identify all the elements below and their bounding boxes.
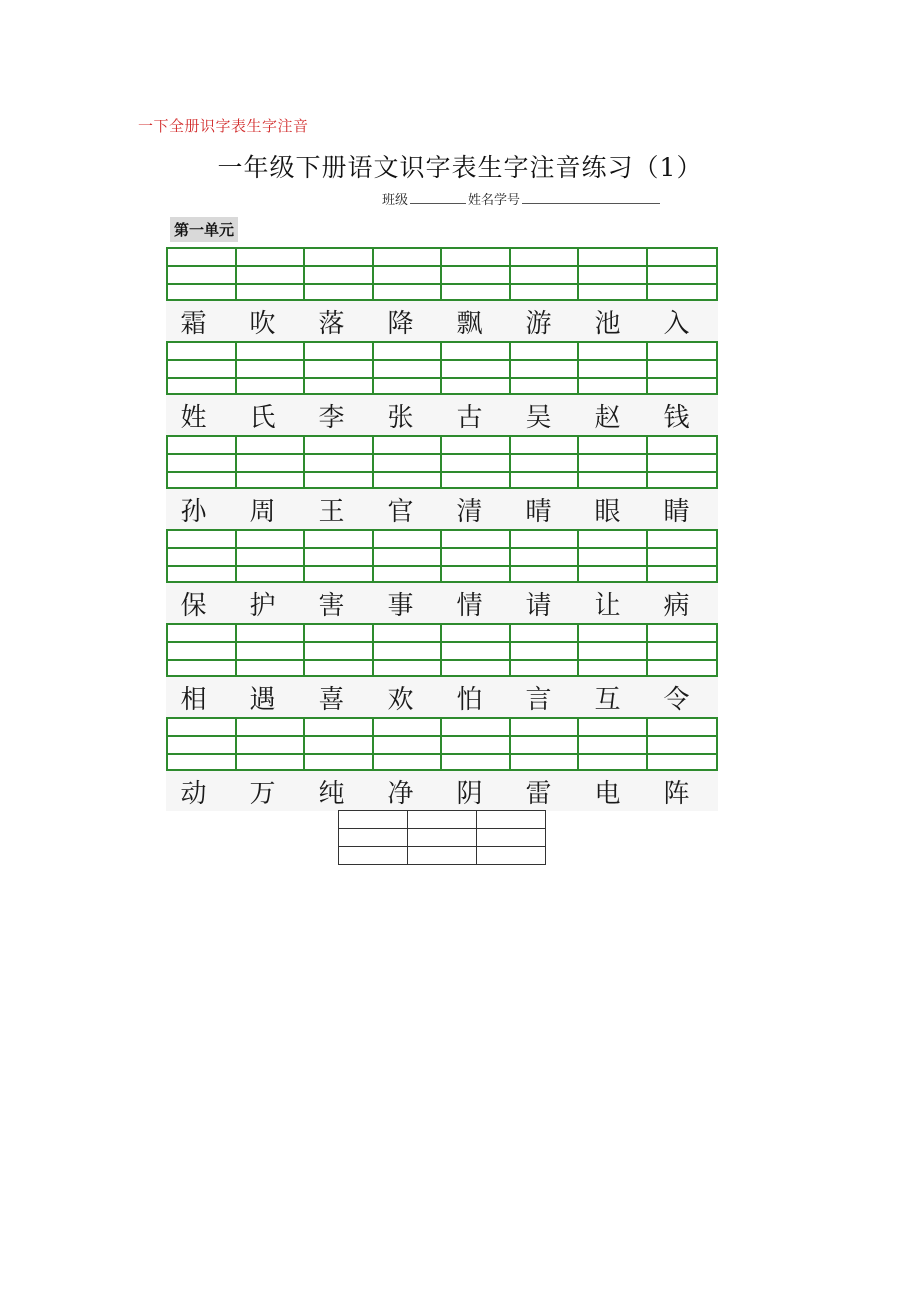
character: 官	[387, 496, 414, 527]
character: 晴	[525, 496, 552, 527]
pinyin-cell[interactable]	[305, 531, 374, 581]
character: 令	[663, 684, 690, 715]
pinyin-cell[interactable]	[374, 625, 443, 675]
pinyin-cell[interactable]	[579, 625, 648, 675]
pinyin-grid	[166, 435, 718, 489]
pinyin-cell[interactable]	[168, 719, 237, 769]
character: 清	[456, 496, 483, 527]
character: 雷	[525, 778, 552, 809]
character: 王	[318, 496, 345, 527]
character: 池	[594, 308, 621, 339]
character: 氏	[249, 402, 276, 433]
character: 电	[594, 778, 621, 809]
character-row	[166, 395, 718, 435]
row-block	[166, 529, 718, 623]
pinyin-cell[interactable]	[374, 249, 443, 299]
character: 情	[456, 590, 483, 621]
character: 遇	[249, 684, 276, 715]
pinyin-cell[interactable]	[511, 249, 580, 299]
pinyin-cell[interactable]	[374, 719, 443, 769]
character: 喜	[318, 684, 345, 715]
pinyin-cell[interactable]	[374, 343, 443, 393]
pinyin-cell[interactable]	[442, 249, 511, 299]
character: 事	[387, 590, 414, 621]
name-number-blank[interactable]	[522, 191, 660, 204]
pinyin-cell[interactable]	[374, 531, 443, 581]
pinyin-cell[interactable]	[168, 437, 237, 487]
character: 孙	[180, 496, 207, 527]
character: 请	[525, 590, 552, 621]
pinyin-cell[interactable]	[168, 531, 237, 581]
pinyin-cell[interactable]	[511, 719, 580, 769]
character: 入	[663, 308, 690, 339]
pinyin-cell[interactable]	[579, 343, 648, 393]
table-cell[interactable]	[477, 847, 546, 865]
character: 吴	[525, 402, 552, 433]
unit-label: 第一单元	[170, 217, 238, 242]
character: 古	[456, 402, 483, 433]
pinyin-cell[interactable]	[511, 625, 580, 675]
pinyin-cell[interactable]	[237, 437, 306, 487]
character-row	[166, 301, 718, 341]
pinyin-cell[interactable]	[168, 343, 237, 393]
pinyin-cell[interactable]	[305, 719, 374, 769]
pinyin-cell[interactable]	[237, 343, 306, 393]
pinyin-cell[interactable]	[442, 719, 511, 769]
character: 害	[318, 590, 345, 621]
pinyin-cell[interactable]	[648, 719, 717, 769]
character: 赵	[594, 402, 621, 433]
pinyin-cell[interactable]	[237, 531, 306, 581]
table-cell[interactable]	[339, 829, 408, 847]
pinyin-cell[interactable]	[305, 343, 374, 393]
character: 保	[180, 590, 207, 621]
pinyin-cell[interactable]	[579, 249, 648, 299]
pinyin-cell[interactable]	[305, 249, 374, 299]
character: 阴	[456, 778, 483, 809]
table-cell[interactable]	[408, 829, 477, 847]
character: 怕	[456, 684, 483, 715]
row-block	[166, 717, 718, 811]
character-row	[166, 771, 718, 811]
empty-table	[338, 810, 546, 865]
character: 落	[318, 308, 345, 339]
table-cell[interactable]	[477, 829, 546, 847]
row-block	[166, 435, 718, 529]
character: 霜	[180, 308, 207, 339]
pinyin-cell[interactable]	[511, 437, 580, 487]
pinyin-cell[interactable]	[648, 437, 717, 487]
pinyin-grid	[166, 247, 718, 301]
character: 动	[180, 778, 207, 809]
pinyin-cell[interactable]	[442, 531, 511, 581]
character: 病	[663, 590, 690, 621]
table-cell[interactable]	[408, 811, 477, 829]
row-block	[166, 247, 718, 341]
worksheet	[166, 247, 718, 811]
character-row	[166, 489, 718, 529]
character: 纯	[318, 778, 345, 809]
class-blank[interactable]	[410, 191, 466, 204]
character: 净	[387, 778, 414, 809]
pinyin-grid	[166, 623, 718, 677]
character: 言	[525, 684, 552, 715]
pinyin-cell[interactable]	[168, 249, 237, 299]
table-cell[interactable]	[339, 811, 408, 829]
character: 飘	[456, 308, 483, 339]
table-cell[interactable]	[339, 847, 408, 865]
pinyin-cell[interactable]	[168, 625, 237, 675]
student-info-line	[382, 189, 660, 208]
pinyin-cell[interactable]	[237, 249, 306, 299]
pinyin-cell[interactable]	[648, 343, 717, 393]
pinyin-cell[interactable]	[305, 625, 374, 675]
row-block	[166, 341, 718, 435]
pinyin-cell[interactable]	[648, 531, 717, 581]
pinyin-cell[interactable]	[442, 625, 511, 675]
pinyin-grid	[166, 529, 718, 583]
pinyin-cell[interactable]	[579, 719, 648, 769]
character: 睛	[663, 496, 690, 527]
class-label: 班级	[382, 193, 409, 208]
pinyin-cell[interactable]	[442, 437, 511, 487]
pinyin-cell[interactable]	[511, 343, 580, 393]
pinyin-cell[interactable]	[579, 437, 648, 487]
pinyin-grid	[166, 341, 718, 395]
character: 吹	[249, 308, 276, 339]
pinyin-cell[interactable]	[648, 625, 717, 675]
character: 护	[249, 590, 276, 621]
character: 万	[249, 778, 276, 809]
character: 钱	[663, 402, 690, 433]
pinyin-cell[interactable]	[237, 625, 306, 675]
pinyin-cell[interactable]	[305, 437, 374, 487]
character: 阵	[663, 778, 690, 809]
pinyin-cell[interactable]	[237, 719, 306, 769]
table-cell[interactable]	[408, 847, 477, 865]
page-title: 一年级下册语文识字表生字注音练习（1）	[217, 153, 703, 182]
character: 互	[594, 684, 621, 715]
pinyin-cell[interactable]	[648, 249, 717, 299]
character: 李	[318, 402, 345, 433]
character: 相	[180, 684, 207, 715]
character: 眼	[594, 496, 621, 527]
pinyin-cell[interactable]	[579, 531, 648, 581]
character: 姓	[180, 402, 207, 433]
pinyin-cell[interactable]	[442, 343, 511, 393]
character-row	[166, 677, 718, 717]
character: 游	[525, 308, 552, 339]
character: 让	[594, 590, 621, 621]
table-cell[interactable]	[477, 811, 546, 829]
character: 周	[249, 496, 276, 527]
character: 张	[387, 402, 414, 433]
header-note: 一下全册识字表生字注音	[138, 117, 309, 135]
character: 降	[387, 308, 414, 339]
pinyin-cell[interactable]	[374, 437, 443, 487]
character: 欢	[387, 684, 414, 715]
character-row	[166, 583, 718, 623]
name-label: 姓名学号	[468, 193, 521, 208]
pinyin-grid	[166, 717, 718, 771]
row-block	[166, 623, 718, 717]
pinyin-cell[interactable]	[511, 531, 580, 581]
